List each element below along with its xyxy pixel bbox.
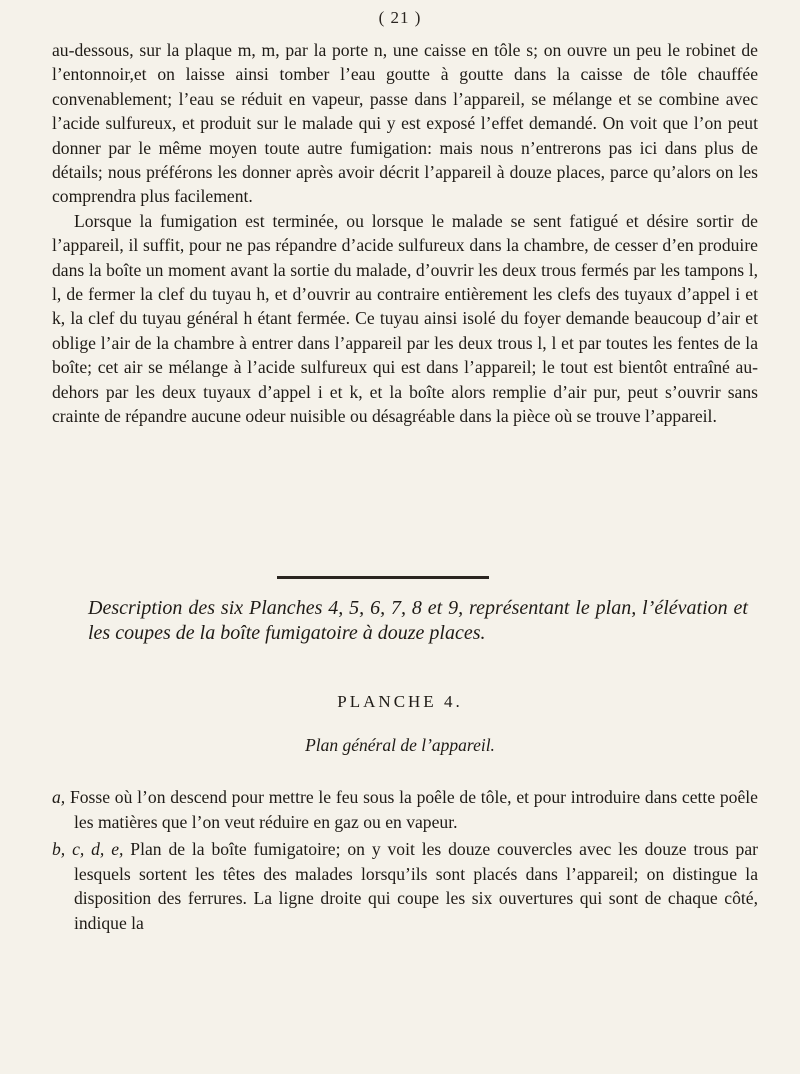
planche-subtitle: Plan général de l’appareil. bbox=[305, 735, 495, 755]
legend-label: a, bbox=[52, 787, 66, 807]
legend-item bbox=[52, 785, 758, 834]
legend-text: Plan de la boîte fumigatoire; on y voit les douze couvercles avec les douze trous par lesquels sortent les têtes des malades lorsqu’ils sont placés dans l’appareil; on distingue la disposition des ferrures. La ligne droite qui coupe les six ouvertures qui sont de chaque côté, indique la bbox=[74, 839, 758, 933]
planche-heading: PLANCHE 4. bbox=[337, 692, 463, 711]
legend-list bbox=[52, 785, 758, 936]
body-text bbox=[52, 38, 758, 429]
legend-text: Fosse où l’on descend pour mettre le feu sous la poêle de tôle, et pour introduire dans cette poêle les matières que l’on veut réduire en gaz ou en vapeur. bbox=[69, 787, 758, 832]
legend-label: b, c, d, e, bbox=[52, 839, 124, 860]
section-title-text: Description des six Planches 4, 5, 6, 7, 8 et 9, représentant le plan, l’élévation et les coupes de la boîte fumigatoire à douze places. bbox=[88, 597, 748, 644]
section-divider bbox=[277, 576, 489, 579]
legend-item bbox=[52, 837, 758, 935]
paragraph-2: Lorsque la fumigation est terminée, ou lorsque le malade se sent fatigué et désire sortir de l’appareil, il suffit, pour ne pas répandre d’acide sulfureux dans la chambre, de cesser d’en produire dans la boîte un moment avant la sortie du malade, d’ouvrir les deux trous fermés par les tampons l, l, de fermer la clef du tuyau h, et d’ouvrir au contraire entièrement les clefs des tuyaux d’appel i et k, la clef du tuyau général h étant fermée. Ce tuyau ainsi isolé du foyer demande beaucoup d’air et oblige l’air de la chambre à entrer dans l’appareil par les deux trous l, l et par toutes les fentes de la boîte; cet air se mélange à l’acide sulfureux qui est dans l’appareil; le tout est bientôt entraîné au-dehors par les deux tuyaux d’appel i et k, et la boîte alors remplie d’air pur, peut s’ouvrir sans crainte de répandre aucune odeur nuisible ou désagréable dans la pièce où se trouve l’appareil. bbox=[52, 210, 758, 427]
section-title bbox=[88, 596, 748, 646]
paragraph-1: au-dessous, sur la plaque m, m, par la porte n, une caisse en tôle s; on ouvre un peu le robinet de l’entonnoir,et on laisse ainsi tomber l’eau goutte à goutte dans la caisse de tôle chauffée convenablement; l’eau se réduit en vapeur, passe dans l’appareil, se mélange et se combine avec l’acide sulfureux, et produit sur le malade qui y est exposé l’effet demandé. On voit que l’on peut donner par le même moyen toute autre fumigation: mais nous n’entrerons pas ici dans plus de détails; nous préférons les donner après avoir décrit l’appareil à douze places, parce qu’alors on les comprendra plus facilement. bbox=[52, 40, 758, 207]
page-number: ( 21 ) bbox=[378, 8, 422, 27]
